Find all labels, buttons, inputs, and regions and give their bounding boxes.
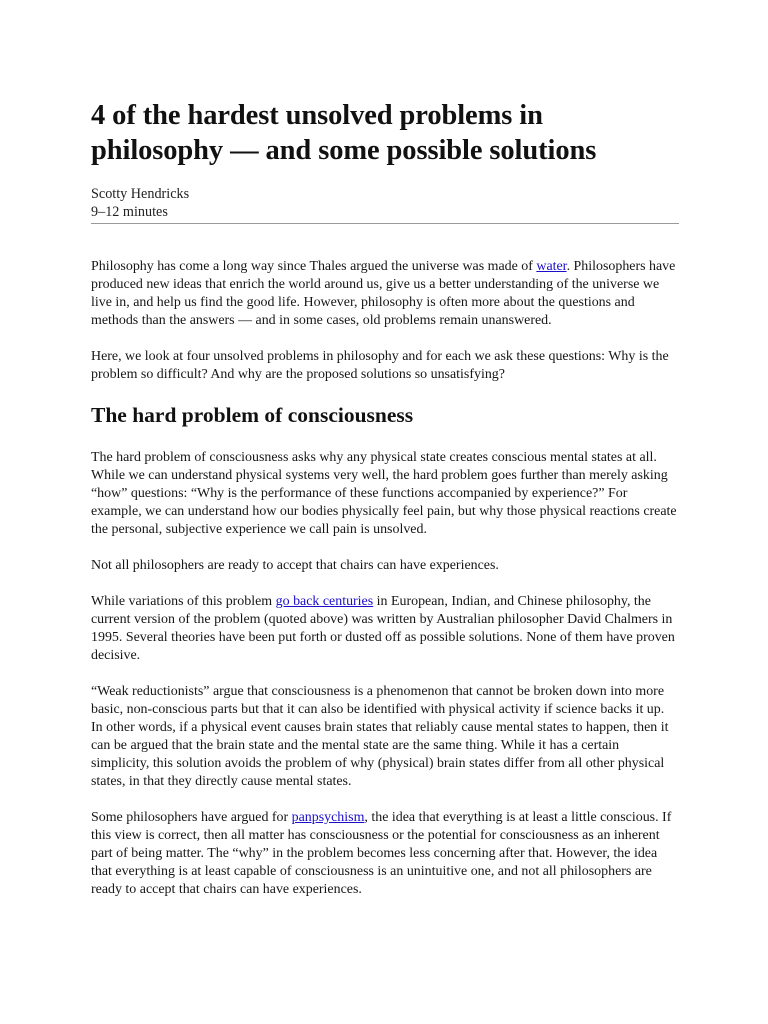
section-heading-consciousness: The hard problem of consciousness xyxy=(91,403,414,427)
panpsychism-link[interactable]: panpsychism xyxy=(291,810,365,825)
intro-paragraph-2: Here, we look at four unsolved problems in philosophy and for each we ask these questions: Why is the problem so difficult? And why are the proposed solutions so unsatisfying? xyxy=(91,349,669,382)
p3-text-before: While variations of this problem xyxy=(91,594,276,609)
consciousness-paragraph-5 xyxy=(91,809,679,899)
read-time: 9–12 minutes xyxy=(91,204,168,220)
intro-paragraph-1 xyxy=(91,258,679,330)
article-page xyxy=(91,0,679,917)
consciousness-paragraph-3 xyxy=(91,593,679,665)
author-name: Scotty Hendricks xyxy=(91,186,190,202)
header-divider xyxy=(91,223,679,224)
byline xyxy=(91,185,679,221)
go-back-centuries-link[interactable]: go back centuries xyxy=(275,594,374,609)
consciousness-paragraph-4: “Weak reductionists” argue that consciousness is a phenomenon that cannot be broken down into more basic, non-conscious parts but that it can also be identified with physical activity if science backs it up. In other words, if a physical event causes brain states that reliably cause mental states to happen, then it can be argued that the brain state and the mental state are the same thing. While it has a certain simplicity, this solution avoids the problem of why (physical) brain states differ from all other physical states, in that they directly cause mental states. xyxy=(91,684,669,789)
pull-quote-paragraph: Not all philosophers are ready to accept that chairs can have experiences. xyxy=(91,558,499,573)
p5-text-after: , the idea that everything is at least a little conscious. If this view is correct, then all matter has consciousness or the potential for consciousness as an inherent part of being matter. The “why” in the problem becomes less concerning after that. However, the idea that everything is at least capable of consciousness is an unintuitive one, and not all philosophers are ready to accept that chairs can have experiences. xyxy=(91,810,672,897)
p3-text-after: in European, Indian, and Chinese philosophy, the current version of the problem (quoted above) was written by Australian philosopher David Chalmers in 1995. Several theories have been put forth or dusted off as possible solutions. None of them have proven decisive. xyxy=(91,594,675,663)
article-body xyxy=(91,258,679,899)
article-title: 4 of the hardest unsolved problems in philosophy — and some possible solutions xyxy=(91,100,597,166)
intro-p1-text-before: Philosophy has come a long way since Thales argued the universe was made of xyxy=(91,259,537,274)
p5-text-before: Some philosophers have argued for xyxy=(91,810,292,825)
water-link[interactable]: water xyxy=(536,259,567,274)
intro-p1-text-after: . Philosophers have produced new ideas that enrich the world around us, give us a better understanding of the universe we live in, and help us find the good life. However, philosophy is often more about the questions and methods than the answers — and in some cases, old problems remain unanswered. xyxy=(91,259,676,328)
consciousness-paragraph-1: The hard problem of consciousness asks why any physical state creates conscious mental states at all. While we can understand physical systems very well, the hard problem goes further than merely asking “how” questions: “Why is the performance of these functions accompanied by experience?” For example, we can understand how our bodies physically feel pain, but why those physical reactions create the personal, subjective experience we call pain is unsolved. xyxy=(91,450,677,537)
